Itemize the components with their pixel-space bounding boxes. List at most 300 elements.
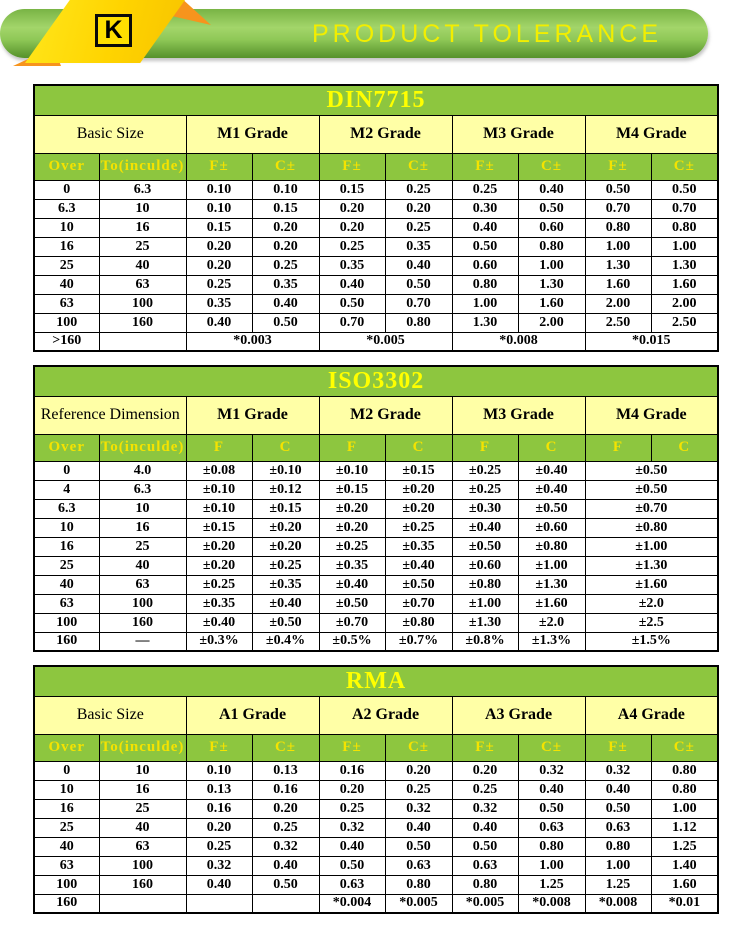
- data-cell: 0.40: [252, 856, 319, 875]
- data-cell: 0: [34, 180, 99, 199]
- data-cell: ±0.40: [518, 480, 585, 499]
- data-cell: 0.50: [585, 180, 651, 199]
- data-cell: 0.20: [385, 199, 452, 218]
- column-header: C±: [651, 153, 718, 180]
- data-cell: ±1.5%: [585, 632, 718, 651]
- data-cell: ±0.3%: [186, 632, 252, 651]
- data-cell: 0.32: [452, 799, 518, 818]
- column-header: F±: [186, 734, 252, 761]
- table-row: [34, 499, 718, 518]
- table-row: [34, 894, 718, 913]
- table-row: [34, 575, 718, 594]
- table-din7715: [33, 84, 719, 352]
- data-cell: *0.008: [585, 894, 651, 913]
- data-cell: 2.00: [651, 294, 718, 313]
- data-cell: ±0.70: [319, 613, 385, 632]
- data-cell: 0.40: [252, 294, 319, 313]
- data-cell: ±1.60: [518, 594, 585, 613]
- data-cell: 10: [34, 518, 99, 537]
- data-cell: ±0.35: [319, 556, 385, 575]
- data-cell: ±0.20: [385, 499, 452, 518]
- data-cell: 0.80: [518, 237, 585, 256]
- data-cell: 1.00: [651, 237, 718, 256]
- table-row: [34, 734, 718, 761]
- data-cell: 0.40: [585, 780, 651, 799]
- data-cell: 16: [99, 780, 186, 799]
- data-cell: ±0.20: [319, 499, 385, 518]
- data-cell: 100: [99, 856, 186, 875]
- table-row: [34, 799, 718, 818]
- data-cell: ±1.30: [518, 575, 585, 594]
- table-row: [34, 780, 718, 799]
- data-cell: *0.015: [585, 332, 718, 351]
- grade-header: A4 Grade: [585, 696, 718, 734]
- data-cell: 0.80: [385, 313, 452, 332]
- data-cell: ±0.15: [319, 480, 385, 499]
- data-cell: 0.16: [252, 780, 319, 799]
- table-row: [34, 180, 718, 199]
- data-cell: 0.20: [252, 237, 319, 256]
- data-cell: 0.40: [385, 818, 452, 837]
- data-cell: 10: [34, 218, 99, 237]
- data-cell: ±0.25: [186, 575, 252, 594]
- data-cell: 0.40: [518, 180, 585, 199]
- data-cell: ±0.15: [186, 518, 252, 537]
- data-cell: 0.70: [585, 199, 651, 218]
- column-header: To(inculde): [99, 734, 186, 761]
- table-rma: [33, 665, 719, 914]
- data-cell: 100: [34, 613, 99, 632]
- data-cell: 1.60: [651, 875, 718, 894]
- data-cell: 100: [99, 594, 186, 613]
- data-cell: 6.3: [34, 199, 99, 218]
- data-cell: ±0.12: [252, 480, 319, 499]
- data-cell: 0.80: [452, 275, 518, 294]
- table-row: [34, 480, 718, 499]
- data-cell: 0.10: [186, 180, 252, 199]
- data-cell: [99, 894, 186, 913]
- data-cell: 16: [99, 518, 186, 537]
- table-row: [34, 256, 718, 275]
- column-header: To(inculde): [99, 434, 186, 461]
- dimension-header: Basic Size: [34, 115, 186, 153]
- data-cell: 63: [99, 275, 186, 294]
- grade-header: A3 Grade: [452, 696, 585, 734]
- data-cell: ±0.35: [252, 575, 319, 594]
- grade-header: M4 Grade: [585, 115, 718, 153]
- data-cell: 0.40: [186, 313, 252, 332]
- data-cell: —: [99, 632, 186, 651]
- data-cell: ±1.00: [452, 594, 518, 613]
- data-cell: ±0.30: [452, 499, 518, 518]
- column-header: C: [385, 434, 452, 461]
- table-row: [34, 434, 718, 461]
- grade-header: M3 Grade: [452, 396, 585, 434]
- data-cell: ±0.15: [385, 461, 452, 480]
- table-row: [34, 199, 718, 218]
- data-cell: 63: [99, 575, 186, 594]
- data-cell: 0.40: [518, 780, 585, 799]
- data-cell: 0.13: [186, 780, 252, 799]
- data-cell: 0.25: [319, 237, 385, 256]
- data-cell: 0.50: [252, 313, 319, 332]
- data-cell: 0.35: [385, 237, 452, 256]
- data-cell: 1.30: [518, 275, 585, 294]
- data-cell: ±0.50: [452, 537, 518, 556]
- data-cell: 2.00: [585, 294, 651, 313]
- table-row: [34, 237, 718, 256]
- grade-header: M1 Grade: [186, 396, 319, 434]
- data-cell: ±0.20: [385, 480, 452, 499]
- data-cell: ±0.50: [518, 499, 585, 518]
- data-cell: 0.25: [186, 837, 252, 856]
- data-cell: 0.13: [252, 761, 319, 780]
- data-cell: 4: [34, 480, 99, 499]
- data-cell: 6.3: [34, 499, 99, 518]
- column-header: F±: [585, 153, 651, 180]
- data-cell: 0.70: [319, 313, 385, 332]
- data-cell: 0.20: [186, 256, 252, 275]
- data-cell: 16: [34, 237, 99, 256]
- table-row: [34, 632, 718, 651]
- data-cell: 0.40: [319, 275, 385, 294]
- data-cell: ±0.40: [385, 556, 452, 575]
- data-cell: 0.40: [186, 875, 252, 894]
- page-title: PRODUCT TOLERANCE: [311, 20, 662, 48]
- data-cell: 0.20: [319, 199, 385, 218]
- brand-logo: [95, 14, 132, 47]
- data-cell: 0.50: [651, 180, 718, 199]
- table-row: [34, 153, 718, 180]
- column-header: To(inculde): [99, 153, 186, 180]
- data-cell: 63: [34, 594, 99, 613]
- data-cell: 0.25: [319, 799, 385, 818]
- data-cell: 1.00: [651, 799, 718, 818]
- table-row: [34, 218, 718, 237]
- column-header: F: [319, 434, 385, 461]
- data-cell: ±0.10: [186, 499, 252, 518]
- data-cell: 0.50: [452, 837, 518, 856]
- table-row: [34, 294, 718, 313]
- data-cell: ±0.40: [319, 575, 385, 594]
- data-cell: 0.35: [319, 256, 385, 275]
- data-cell: ±1.00: [585, 537, 718, 556]
- data-cell: 0.20: [252, 218, 319, 237]
- data-cell: 1.00: [585, 856, 651, 875]
- grade-header: M4 Grade: [585, 396, 718, 434]
- column-header: Over: [34, 434, 99, 461]
- data-cell: *0.01: [651, 894, 718, 913]
- data-cell: ±1.3%: [518, 632, 585, 651]
- column-header: F±: [452, 153, 518, 180]
- data-cell: 0.25: [252, 818, 319, 837]
- data-cell: 4.0: [99, 461, 186, 480]
- data-cell: 0.20: [186, 818, 252, 837]
- column-header: C±: [252, 734, 319, 761]
- data-cell: ±0.15: [252, 499, 319, 518]
- data-cell: 0.15: [186, 218, 252, 237]
- table-row: [34, 366, 718, 396]
- data-cell: 160: [99, 613, 186, 632]
- table-row: [34, 761, 718, 780]
- column-header: C±: [518, 153, 585, 180]
- data-cell: ±0.08: [186, 461, 252, 480]
- data-cell: 0.10: [186, 199, 252, 218]
- data-cell: [186, 894, 252, 913]
- column-header: Over: [34, 153, 99, 180]
- data-cell: ±0.20: [186, 537, 252, 556]
- grade-header: A2 Grade: [319, 696, 452, 734]
- data-cell: 0.20: [319, 218, 385, 237]
- data-cell: 16: [99, 218, 186, 237]
- column-header: C±: [385, 734, 452, 761]
- data-cell: 0.10: [252, 180, 319, 199]
- data-cell: 0.50: [518, 799, 585, 818]
- data-cell: 10: [99, 499, 186, 518]
- data-cell: ±0.40: [186, 613, 252, 632]
- data-cell: ±0.7%: [385, 632, 452, 651]
- data-cell: 1.25: [651, 837, 718, 856]
- data-cell: ±0.50: [585, 461, 718, 480]
- data-cell: 2.00: [518, 313, 585, 332]
- column-header: C: [651, 434, 718, 461]
- data-cell: 40: [34, 575, 99, 594]
- column-header: C±: [252, 153, 319, 180]
- column-header: C±: [518, 734, 585, 761]
- data-cell: 0.60: [452, 256, 518, 275]
- data-cell: 0.40: [385, 256, 452, 275]
- data-cell: *0.003: [186, 332, 319, 351]
- table-row: [34, 396, 718, 434]
- table-row: [34, 275, 718, 294]
- data-cell: ±0.10: [319, 461, 385, 480]
- data-cell: 0.40: [452, 218, 518, 237]
- table-title: ISO3302: [34, 366, 718, 396]
- data-cell: 1.60: [585, 275, 651, 294]
- data-cell: ±0.50: [585, 480, 718, 499]
- table-title: DIN7715: [34, 85, 718, 115]
- data-cell: >160: [34, 332, 99, 351]
- grade-header: M2 Grade: [319, 115, 452, 153]
- data-cell: 0.70: [385, 294, 452, 313]
- data-cell: ±0.70: [385, 594, 452, 613]
- data-cell: 0.40: [319, 837, 385, 856]
- data-cell: 40: [99, 256, 186, 275]
- data-cell: 63: [34, 294, 99, 313]
- data-cell: ±0.4%: [252, 632, 319, 651]
- data-cell: *0.008: [452, 332, 585, 351]
- data-cell: 0.70: [651, 199, 718, 218]
- data-cell: 63: [99, 837, 186, 856]
- data-cell: 0.15: [252, 199, 319, 218]
- data-cell: 0.32: [385, 799, 452, 818]
- data-cell: 0.25: [452, 780, 518, 799]
- data-cell: 0.63: [319, 875, 385, 894]
- data-cell: 0.32: [518, 761, 585, 780]
- data-cell: ±0.8%: [452, 632, 518, 651]
- data-cell: ±2.5: [585, 613, 718, 632]
- grade-header: M2 Grade: [319, 396, 452, 434]
- data-cell: 10: [99, 199, 186, 218]
- data-cell: 2.50: [651, 313, 718, 332]
- data-cell: 1.25: [518, 875, 585, 894]
- column-header: C±: [385, 153, 452, 180]
- column-header: F±: [452, 734, 518, 761]
- table-row: [34, 85, 718, 115]
- data-cell: 0.80: [585, 218, 651, 237]
- data-cell: 25: [34, 256, 99, 275]
- data-cell: 10: [34, 780, 99, 799]
- table-row: [34, 666, 718, 696]
- column-header: F±: [319, 153, 385, 180]
- data-cell: 16: [34, 537, 99, 556]
- table-row: [34, 818, 718, 837]
- data-cell: 0.16: [186, 799, 252, 818]
- data-cell: 0.80: [651, 218, 718, 237]
- data-cell: 1.00: [518, 256, 585, 275]
- data-cell: ±0.20: [252, 518, 319, 537]
- data-cell: 0.20: [385, 761, 452, 780]
- data-cell: ±0.5%: [319, 632, 385, 651]
- data-cell: 0.32: [585, 761, 651, 780]
- column-header: F±: [186, 153, 252, 180]
- column-header: F±: [319, 734, 385, 761]
- data-cell: ±0.25: [452, 480, 518, 499]
- table-row: [34, 461, 718, 480]
- table-row: [34, 313, 718, 332]
- dimension-header: Reference Dimension: [34, 396, 186, 434]
- data-cell: 0: [34, 761, 99, 780]
- data-cell: 0.80: [651, 780, 718, 799]
- table-row: [34, 518, 718, 537]
- data-cell: [99, 332, 186, 351]
- data-cell: 0.35: [252, 275, 319, 294]
- data-cell: 63: [34, 856, 99, 875]
- data-cell: 160: [99, 313, 186, 332]
- data-cell: 0.16: [319, 761, 385, 780]
- table-title: RMA: [34, 666, 718, 696]
- data-cell: 0.50: [385, 275, 452, 294]
- data-cell: ±0.25: [319, 537, 385, 556]
- data-cell: 0.80: [385, 875, 452, 894]
- data-cell: 0.25: [385, 218, 452, 237]
- data-cell: 0: [34, 461, 99, 480]
- data-cell: 0.25: [186, 275, 252, 294]
- data-cell: 1.40: [651, 856, 718, 875]
- data-cell: ±0.25: [252, 556, 319, 575]
- grade-header: M1 Grade: [186, 115, 319, 153]
- data-cell: 1.30: [452, 313, 518, 332]
- data-cell: 6.3: [99, 180, 186, 199]
- column-header: F: [186, 434, 252, 461]
- table-row: [34, 613, 718, 632]
- data-cell: 0.20: [186, 237, 252, 256]
- data-cell: *0.005: [385, 894, 452, 913]
- data-cell: 2.50: [585, 313, 651, 332]
- data-cell: ±2.0: [518, 613, 585, 632]
- data-cell: 0.50: [319, 856, 385, 875]
- data-cell: ±0.25: [385, 518, 452, 537]
- data-cell: ±0.20: [252, 537, 319, 556]
- data-cell: *0.005: [319, 332, 452, 351]
- data-cell: ±0.70: [585, 499, 718, 518]
- data-cell: *0.004: [319, 894, 385, 913]
- data-cell: 0.50: [585, 799, 651, 818]
- data-cell: 0.63: [385, 856, 452, 875]
- data-cell: 0.15: [319, 180, 385, 199]
- data-cell: 0.40: [452, 818, 518, 837]
- data-cell: 0.30: [452, 199, 518, 218]
- data-cell: 1.60: [518, 294, 585, 313]
- data-cell: ±1.60: [585, 575, 718, 594]
- data-cell: 0.50: [385, 837, 452, 856]
- data-cell: 40: [34, 275, 99, 294]
- data-cell: 0.32: [319, 818, 385, 837]
- data-cell: 1.30: [585, 256, 651, 275]
- data-cell: 25: [34, 818, 99, 837]
- data-cell: 0.20: [452, 761, 518, 780]
- data-cell: 0.80: [518, 837, 585, 856]
- data-cell: 1.60: [651, 275, 718, 294]
- data-cell: 0.32: [252, 837, 319, 856]
- table-row: [34, 594, 718, 613]
- data-cell: 0.80: [452, 875, 518, 894]
- data-cell: 40: [99, 556, 186, 575]
- data-cell: ±1.30: [452, 613, 518, 632]
- data-cell: 100: [34, 875, 99, 894]
- data-cell: 0.80: [585, 837, 651, 856]
- data-cell: 1.00: [518, 856, 585, 875]
- column-header: C: [518, 434, 585, 461]
- data-cell: 40: [34, 837, 99, 856]
- data-cell: 0.25: [385, 180, 452, 199]
- table-row: [34, 837, 718, 856]
- data-cell: ±0.80: [452, 575, 518, 594]
- tolerance-tables: [33, 84, 717, 927]
- data-cell: 40: [99, 818, 186, 837]
- data-cell: ±0.50: [385, 575, 452, 594]
- data-cell: 0.20: [319, 780, 385, 799]
- data-cell: ±0.80: [585, 518, 718, 537]
- data-cell: 16: [34, 799, 99, 818]
- table-row: [34, 332, 718, 351]
- column-header: F: [585, 434, 651, 461]
- data-cell: 0.32: [186, 856, 252, 875]
- data-cell: 0.63: [452, 856, 518, 875]
- logo-letter: K: [104, 16, 123, 44]
- data-cell: 0.25: [452, 180, 518, 199]
- data-cell: 10: [99, 761, 186, 780]
- data-cell: *0.008: [518, 894, 585, 913]
- data-cell: 100: [34, 313, 99, 332]
- column-header: F: [452, 434, 518, 461]
- data-cell: 0.63: [585, 818, 651, 837]
- data-cell: 0.50: [319, 294, 385, 313]
- data-cell: 25: [99, 237, 186, 256]
- data-cell: 1.12: [651, 818, 718, 837]
- data-cell: ±0.35: [385, 537, 452, 556]
- data-cell: 0.35: [186, 294, 252, 313]
- data-cell: ±0.60: [452, 556, 518, 575]
- data-cell: 0.63: [518, 818, 585, 837]
- table-row: [34, 875, 718, 894]
- data-cell: 0.10: [186, 761, 252, 780]
- data-cell: 0.25: [385, 780, 452, 799]
- data-cell: ±1.00: [518, 556, 585, 575]
- data-cell: ±0.40: [518, 461, 585, 480]
- data-cell: ±0.10: [252, 461, 319, 480]
- data-cell: ±1.30: [585, 556, 718, 575]
